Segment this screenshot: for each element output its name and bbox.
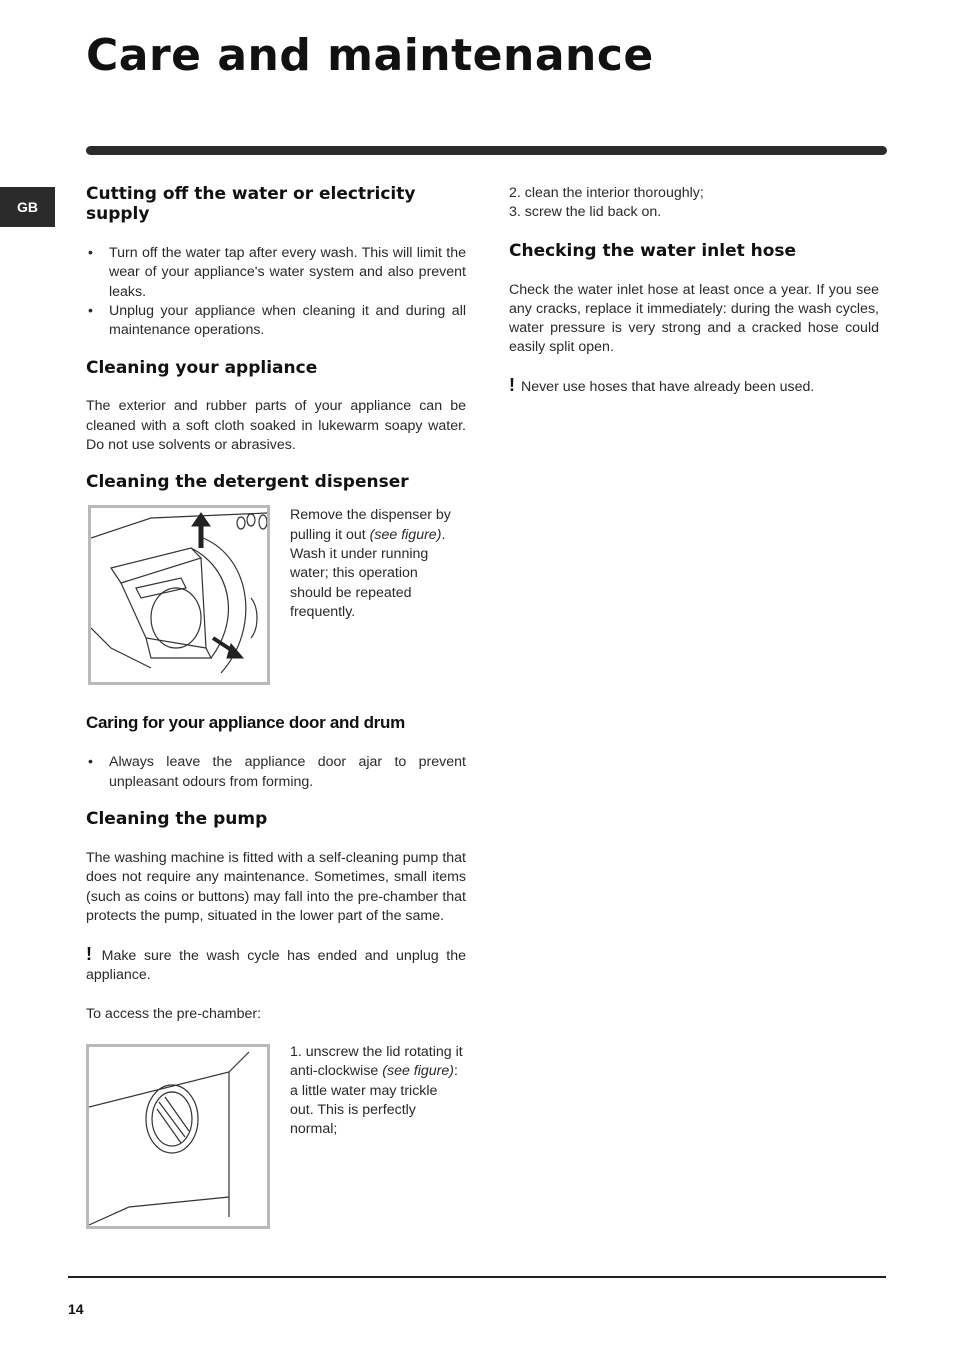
pump-step-1: 1. unscrew the lid rotating it anti-clockwise (see figure): a little water may trickle out. This is perfectly normal; [290,1044,463,1138]
pump-lid-drawing-icon [89,1047,267,1226]
see-figure-reference: (see figure) [382,1063,455,1080]
pump-step-2: 2. clean the interior thoroughly; [509,185,704,201]
section-heading: Checking the water inlet hose [509,240,797,261]
section-heading: Cutting off the water or electricity supply [86,184,416,224]
section-cleaning-pump [86,809,466,1229]
language-tab: GB [0,187,55,227]
bullet-item: • Unplug your appliance when cleaning it and during all maintenance operations. [86,302,466,341]
bullet-item: • Turn off the water tap after every wash. This will limit the wear of your appliance's water system and also prevent leaks. [86,244,466,302]
dispenser-instructions: Remove the dispenser by pulling it out (see figure). Wash it under running water; this operation should be repeated frequently. [290,507,451,620]
dispenser-step-remove: Remove the dispenser by pulling it out [290,507,451,543]
section-text: The washing machine is fitted with a self-cleaning pump that does not require any maintenance. Sometimes, small items (such as coins or buttons) may fall into the pre-chamber that protects the pump, situated in the lower part of the same. [86,849,466,924]
section-text: The exterior and rubber parts of your appliance can be cleaned with a soft cloth soaked in lukewarm soapy water. Do not use solvents or abrasives. [86,398,466,454]
page-title: Care and maintenance [86,30,654,81]
dispenser-figure [88,505,270,685]
warning-icon: ! [86,944,92,965]
section-cleaning-appliance [86,358,466,455]
section-text: Check the water inlet hose at least once a year. If you see any cracks, replace it immediately: during the wash cycles, water pressure is very strong and a cracked hose could easily split open. [509,281,879,356]
warning-icon: ! [509,374,515,395]
bullet-item: • Always leave the appliance door ajar to prevent unpleasant odours from forming. [86,753,466,792]
access-note: To access the pre-chamber: [86,1005,262,1022]
section-heading: Caring for your appliance door and drum [86,713,405,733]
pump-step-3: 3. screw the lid back on. [509,204,662,221]
section-cutting-off-supply [86,184,466,340]
section-heading: Cleaning the pump [86,808,268,829]
dispenser-step-wash: Wash it under running water; this operation should be repeated frequently. [290,545,429,620]
left-column [86,180,466,1229]
section-inlet-hose [509,241,879,397]
warning-note: ! Never use hoses that have already been used. [509,374,815,395]
page-number: 14 [68,1301,84,1317]
warning-note: ! Make sure the wash cycle has ended and unplug the appliance. [86,944,466,984]
pump-lid-figure [86,1044,270,1229]
bullet-list [86,244,466,340]
section-heading: Cleaning the detergent dispenser [86,472,409,493]
see-figure-reference: (see figure) [369,526,442,543]
section-detergent-dispenser [86,472,466,685]
pump-steps-continued [509,184,879,223]
section-heading: Cleaning your appliance [86,358,318,379]
footer-divider [68,1276,886,1278]
dispenser-drawing-icon [91,508,267,682]
title-divider [86,146,887,155]
bullet-list [86,753,466,792]
right-column [509,184,879,397]
section-door-drum [86,713,466,792]
